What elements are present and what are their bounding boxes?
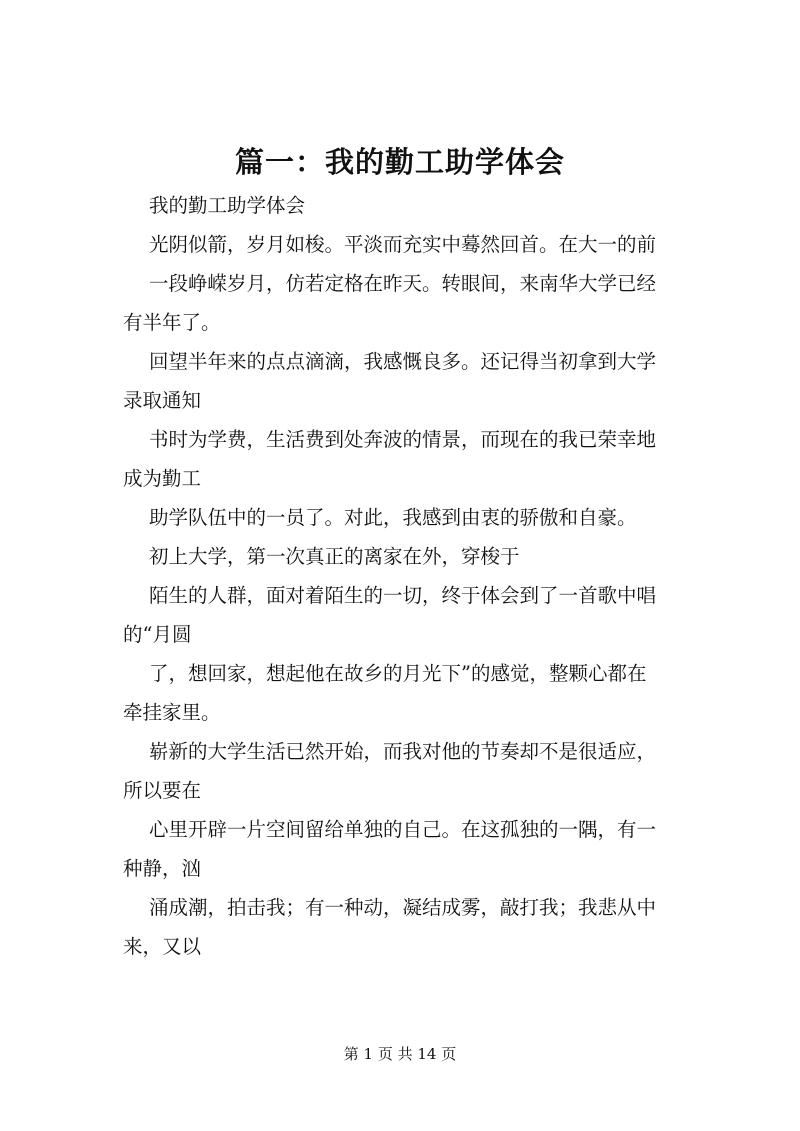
text-line: 来，又以 xyxy=(123,935,202,958)
text-line: 有半年了。 xyxy=(123,311,221,334)
document-body xyxy=(123,186,703,966)
text-line: 助学队伍中的一员了。对此，我感到由衷的骄傲和自豪。 xyxy=(149,506,637,529)
text-line: 了，想回家，想起他在故乡的月光下”的感觉，整颗心都在 xyxy=(149,662,647,685)
text-line: 的“月圆 xyxy=(123,623,192,646)
text-line: 光阴似箭，岁月如梭。平淡而充实中蓦然回首。在大一的前 xyxy=(149,233,657,256)
text-line: 我的勤工助学体会 xyxy=(149,194,306,217)
text-line: 心里开辟一片空间留给单独的自己。在这孤独的一隅，有一 xyxy=(149,818,657,841)
text-line: 回望半年来的点点滴滴，我感慨良多。还记得当初拿到大学 xyxy=(149,350,657,373)
text-line: 崭新的大学生活已然开始，而我对他的节奏却不是很适应， xyxy=(149,740,657,763)
text-line: 初上大学，第一次真正的离家在外，穿梭于 xyxy=(149,545,520,568)
text-line: 种静，汹 xyxy=(123,857,202,880)
text-line: 成为勤工 xyxy=(123,467,202,490)
text-line: 牵挂家里。 xyxy=(123,701,221,724)
document-title: 篇一：我的勤工助学体会 xyxy=(234,145,565,179)
text-line: 书时为学费，生活费到处奔波的情景，而现在的我已荣幸地 xyxy=(149,428,657,451)
text-line: 陌生的人群，面对着陌生的一切，终于体会到了一首歌中唱 xyxy=(149,584,657,607)
text-line: 一段峥嵘岁月，仿若定格在昨天。转眼间，来南华大学已经 xyxy=(149,272,657,295)
text-line: 所以要在 xyxy=(123,779,202,802)
page-footer: 第 1 页 共 14 页 xyxy=(343,1045,457,1063)
text-line: 涌成潮，拍击我；有一种动，凝结成雾，敲打我；我悲从中 xyxy=(149,896,657,919)
text-line: 录取通知 xyxy=(123,389,202,412)
